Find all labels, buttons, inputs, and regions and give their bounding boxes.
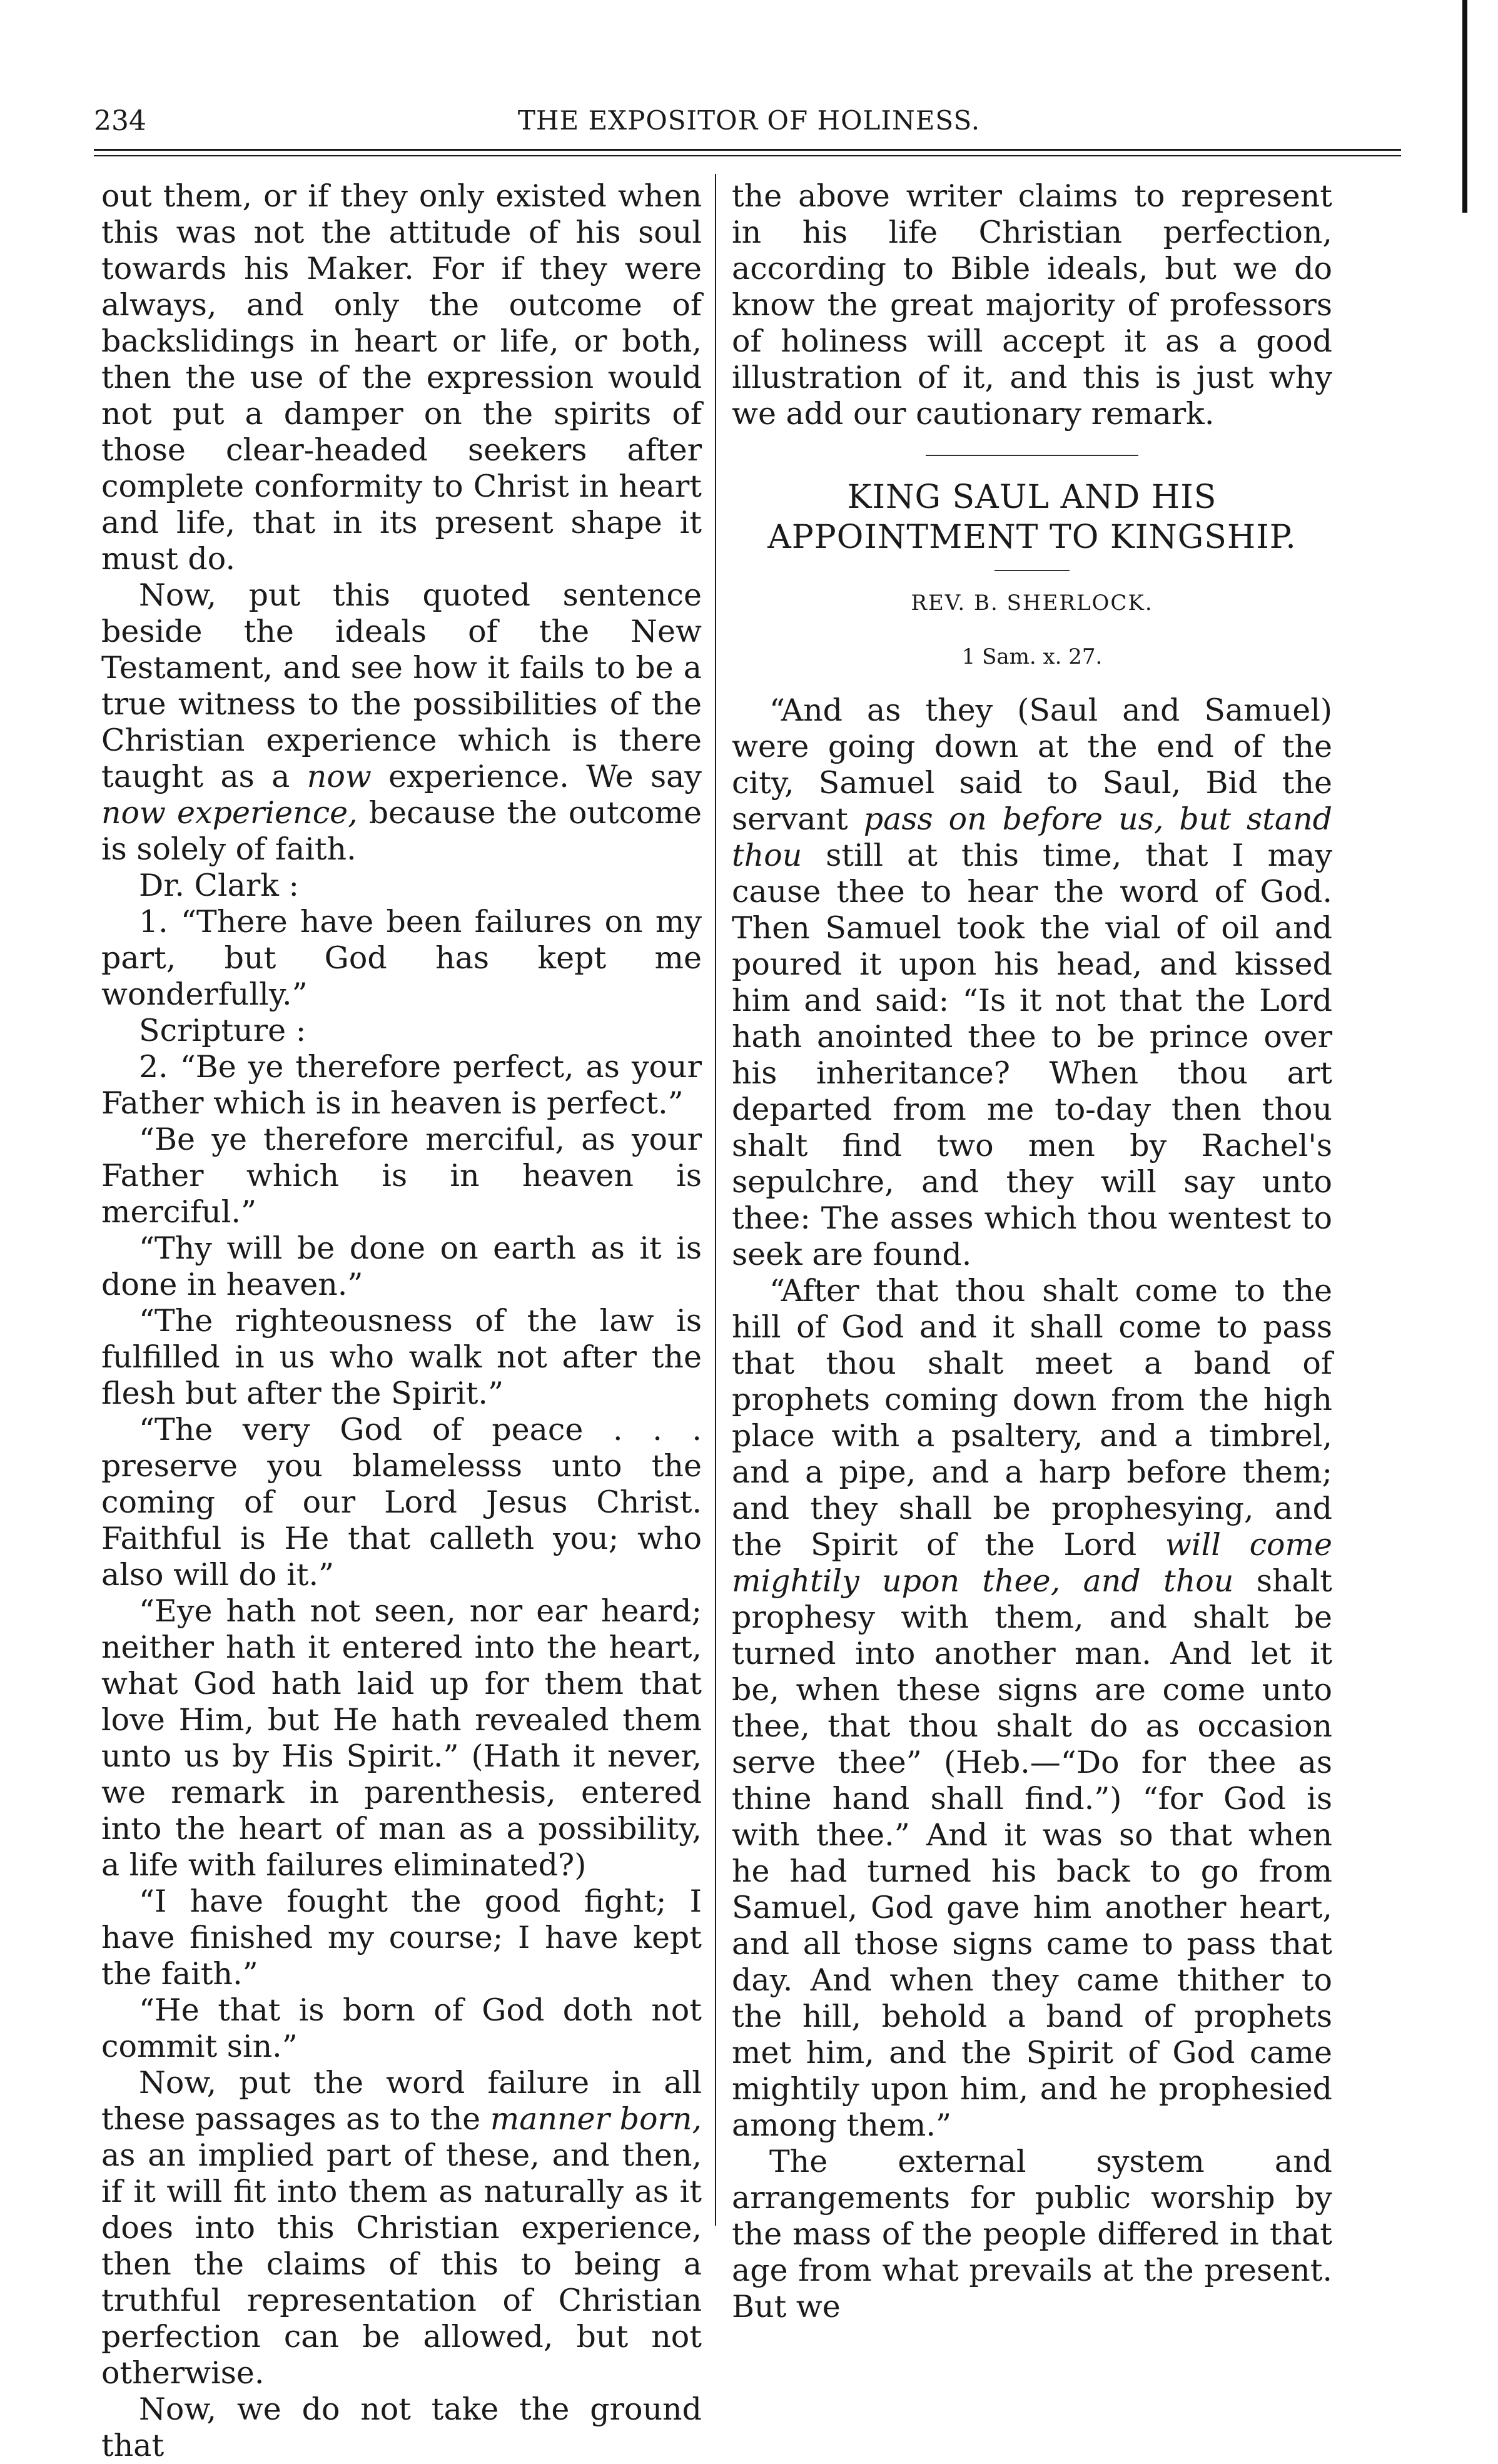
paragraph: [101, 577, 702, 868]
quotation: 2. “Be ye therefore perfect, as your Father which is in heaven is perfect.”: [101, 1049, 702, 1121]
left-column: [101, 178, 702, 2464]
paragraph-text: Now, put the word failure in all these passages as to the: [101, 2065, 702, 2137]
quotation: “He that is born of God doth not commit sin.”: [101, 1992, 702, 2064]
paragraph-text: “And as they (Saul and Samuel) were going down at the end of the city, Samuel said to Saul, Bid the servant: [732, 692, 1332, 837]
title-rule: [994, 570, 1070, 571]
paragraph-text: because the outcome is solely of faith.: [101, 795, 702, 867]
emphasis-text: now experience,: [101, 795, 358, 831]
quotation: 1. “There have been failures on my part, but God has kept me wonderfully.”: [101, 904, 702, 1012]
paragraph: [101, 2065, 702, 2391]
emphasis-text: pass on before us, but stand thou: [732, 801, 1332, 873]
paragraph-text: as an implied part of these, and then, if it will fit into them as naturally as it does into this Christian experience, then the claims of this to being a truthful representation of Christian perfection can be allowed, but not otherwise.: [101, 2137, 702, 2391]
paragraph-text: Now, put this quoted sentence beside the ideals of the New Testament, and see how it fails to be a true witness to the possibilities of the Christian experience which is there taught as a: [101, 577, 702, 794]
paragraph: [732, 1273, 1332, 2144]
paragraph-text: experience. We say: [371, 759, 702, 794]
article-author: REV. B. SHERLOCK.: [911, 591, 1153, 616]
scan-edge-line: [1462, 0, 1467, 213]
paragraph: out them, or if they only existed when this was not the attitude of his soul towards his Maker. For if they were always, and only the outcome of backslidings in heart or life, or both, then the use of the expression would not put a damper on the spirits of those clear-headed seekers after complete conformity to Christ in heart and life, that in its present shape it must do.: [101, 178, 702, 577]
quotation: “The righteousness of the law is fulfilled in us who walk not after the flesh but after the Spirit.”: [101, 1303, 702, 1411]
page-number: 234: [94, 105, 146, 137]
emphasis-text: will come mightily upon thee, and thou: [732, 1527, 1332, 1599]
running-head: THE EXPOSITOR OF HOLINESS.: [517, 105, 981, 136]
quotation: “Thy will be done on earth as it is done in heaven.”: [101, 1230, 702, 1302]
header-rule-bottom: [94, 155, 1401, 156]
emphasis-text: manner born,: [490, 2101, 702, 2137]
scripture-reference: 1 Sam. x. 27.: [961, 644, 1103, 669]
header-rule-top: [94, 149, 1401, 151]
paragraph-text: still at this time, that I may cause thee to hear the word of God. Then Samuel took the vial of oil and poured it upon his head, and kissed him and said: “Is it not that the Lord hath anointed thee to be prince over his inheritance? When thou art departed from me to-day then thou shalt find two men by Rachel's sepulchre, and they will say unto thee: The asses which thou wentest to seek are found.: [732, 838, 1332, 1272]
quotation: “Be ye therefore merciful, as your Father which is in heaven is merciful.”: [101, 1122, 702, 1230]
section-divider: [926, 455, 1138, 456]
speaker-label: Scripture :: [139, 1013, 306, 1048]
speaker-label: Dr. Clark :: [139, 868, 300, 903]
paragraph-text: shalt prophesy with them, and shalt be turned into another man. And let it be, when these signs are come unto thee, that thou shalt do as occasion serve thee” (Heb.—“Do for thee as thine hand shall find.”) “for God is with thee.” And it was so that when he had turned his back to go from Samuel, God gave him another heart, and all those signs came to pass that day. And when they came thither to the hill, behold a band of prophets met him, and the Spirit of God came mightily upon him, and he prophesied among them.”: [732, 1563, 1332, 2143]
paragraph: [732, 692, 1332, 1273]
right-column: [732, 178, 1332, 2325]
column-divider: [715, 174, 716, 2226]
quotation: “Eye hath not seen, nor ear heard; neither hath it entered into the heart, what God hath laid up for them that love Him, but He hath revealed them unto us by His Spirit.” (Hath it never, we remark in parenthesis, entered into the heart of man as a possibility, a life with failures eliminated?): [101, 1593, 702, 1883]
quotation: “I have fought the good fight; I have finished my course; I have kept the faith.”: [101, 1883, 702, 1992]
article-title: KING SAUL AND HIS APPOINTMENT TO KINGSHIP.: [767, 479, 1297, 556]
paragraph: The external system and arrangements for public worship by the mass of the people differed in that age from what prevails at the present. But we: [732, 2144, 1332, 2325]
paragraph-text: “After that thou shalt come to the hill of God and it shall come to pass that thou shalt meet a band of prophets coming down from the high place with a psaltery, and a timbrel, and a pipe, and a harp before them; and they shall be prophesying, and the Spirit of the Lord: [732, 1273, 1332, 1563]
paragraph: the above writer claims to represent in his life Christian perfection, according to Bible ideals, but we do know the great majority of professors of holiness will accept it as a good illustration of it, and this is just why we add our cautionary remark.: [732, 178, 1332, 432]
paragraph: Now, we do not take the ground that: [101, 2391, 702, 2463]
emphasis-text: now: [306, 759, 372, 794]
quotation: “The very God of peace . . . preserve you blamelesss unto the coming of our Lord Jesus Christ. Faithful is He that calleth you; who also will do it.”: [101, 1412, 702, 1593]
